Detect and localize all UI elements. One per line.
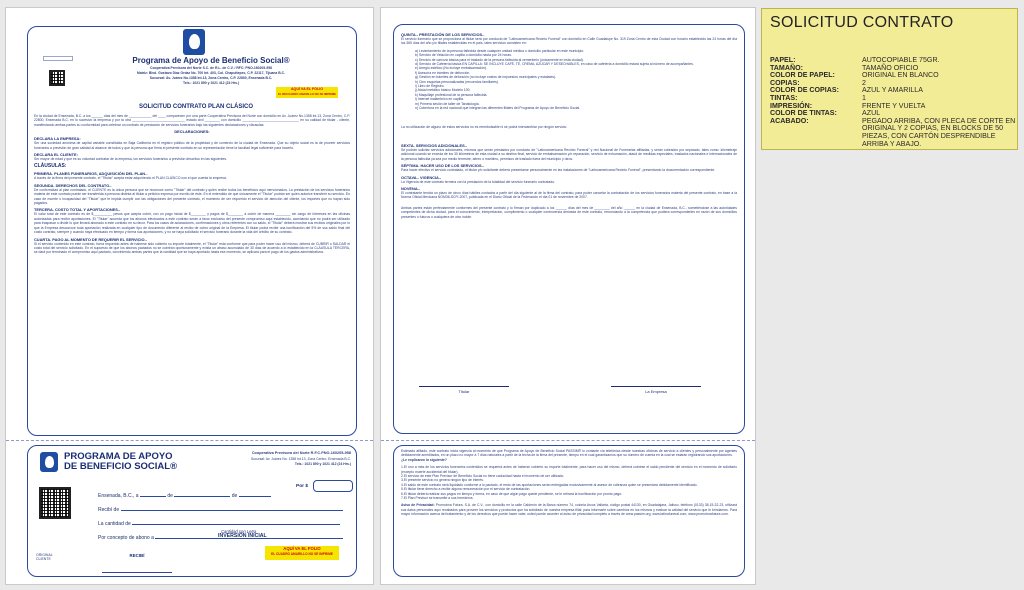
survey-item: 5.El titular tiene derecho a recibir alguna remuneración por el servicio de contratación. [401, 487, 531, 492]
qr-code-icon [49, 70, 65, 86]
titular-signature-line [419, 386, 509, 387]
survey-list [401, 465, 737, 500]
received-field[interactable] [121, 507, 343, 511]
issuer-text: Cooperativa Previsora del Norte S.C. de R.L. de C.V. / RFC: PNO-160205-958 [150, 66, 272, 70]
contract-title: Programa de Apoyo de Beneficio Social® [132, 56, 290, 65]
service-item: j) Ataúd metálico básico Modelo 100. [415, 88, 471, 93]
clause2-heading: SEGUNDA. DERECHOS DEL CONTRATO.- [34, 182, 112, 188]
service-item: b) Servicio de Velación en capilla o domicilio hasta por 24 horas. [415, 53, 512, 58]
spec-key: PAPEL: [770, 56, 796, 64]
receipt-logo-icon [40, 452, 58, 472]
contract-back-sheet [381, 8, 755, 584]
received-row [98, 507, 343, 513]
q5-text: El servicio funerario que se proporciona al titular será por conducto de "Latinoamericana Recinto Funeral" con domicilio en Calle Guadalupe No. 319 Zona Centro de esta Ciudad con horario establecido las 24 horas del día los 365 días del año y/o filiales establecidas en el país, tales servicios consisten en: [401, 37, 737, 46]
decl-company-heading: DECLARA LA EMPRESA: [34, 136, 81, 142]
spec-panel [761, 8, 1018, 150]
contract-subtitle: SOLICITUD CONTRATO PLAN CLÁSICO [138, 104, 254, 110]
address-text: Matriz: Blvd. Gustavo Díaz Ordaz No. 700 Int. 403, Col. Chapultepec, C.P. 22117, Tijuana B.C. [137, 71, 285, 75]
back-body [401, 30, 737, 378]
branch-text: Sucursal: Av. Juárez No.1358 Int.13, Zona Centro, C.P. 22800, Ensenada B.C. [149, 76, 273, 80]
survey-item: 6.El titular deberá realizar sus pagos en tiempo y forma, en caso de que algún pago quede pendiente, se le retirará la bonificación por pronto pago. [401, 491, 623, 496]
service-item: e) Arreglo estético (No incluye embalsamación). [415, 66, 487, 71]
s9-heading: NOVENA.- [401, 185, 421, 191]
folio-placeholder [276, 87, 338, 98]
service-item: c) Servicio de carroza básica para el traslado de la persona fallecida al cementerio (únicamente en esta ciudad). [415, 57, 584, 62]
survey-item: 1.El uno a más de los servicios funerarios contenidos se requerirá antes de haberse cubierto su importe totalmente, para hacer uso del mismo, deberá cubrirse el saldo pendiente del servicio en el momento de solicitarlo (excepto muerte accidental del titular). [401, 465, 737, 474]
closing-text: Ambas partes están perfectamente conformes del presente contrato y lo firman por duplicado a los ______ días del mes de ________ del año ______ en la ciudad de Ensenada, B.C., sometiéndose a las autoridades competentes de dicha ciudad, para el conocimiento, interpretación, cumplimiento o cualquier controversia derivada de este contrato, renunciando a la competencia que pudiera corresponderles en razón de sus domicilios presentes o futuros o cualquiera de otra índole. [401, 205, 737, 219]
service-item: d) Servicio de Cafetería básica EN CAPILLA: SE INCLUYE CAFÉ, TÉ, CREMA, AZÚCAR Y DESECHABLES, en caso de cafetería a domicilio estará sujeta al número de acompañantes. [415, 62, 694, 67]
receipt-folio-sub: EL CUADRO AMARILLO NO SE IMPRIME [271, 552, 333, 556]
quantity-field[interactable] [132, 521, 340, 525]
s8-text: La Vigencia de este contrato termina con la prestación de la totalidad del servicio funerario contratado. [401, 179, 555, 184]
month-field[interactable] [174, 493, 230, 497]
spec-value: AUTOCOPIABLE 75GR. [862, 56, 940, 64]
privacy-heading: Aviso de Privacidad: [401, 503, 435, 508]
spec-key: COLOR DE COPIAS: [770, 86, 839, 95]
spec-value: 1 [862, 93, 866, 102]
spec-value: AZUL Y AMARILLA [862, 86, 923, 95]
phone-text: Tels.: 1021 890 y 1021 412 (24 Hrs.) [182, 81, 240, 85]
intro-paragraph: En la ciudad de Ensenada, B.C. a los ______ días del mes de ____________ del ____ comparecen por una parte Cooperativa Previsora del Norte con domicilio en Av. Juárez No.1358 Int.13, Zona Centro, C.P. 22800, Ensenada B.C. en lo sucesivo la empresa y por la otra ____________________________ estado civil ________ con domicilio ______________________________ en su calidad de titular - cliente, manifestando ambas partes su conformidad para celebrar un contrato de prestación de servicios funerarios bajo las siguientes declaraciones y cláusulas: [34, 114, 350, 127]
service-item: i) Libro de Registro. [415, 84, 445, 89]
company-signature [611, 386, 701, 394]
service-item: g) Gestión en trámites de defunción (no incluye costos de impuestos municipales y estatales). [415, 75, 556, 80]
clause3-text: El valor total de este contrato es de $__________ pesos que acepta cubrir, con un pago inicial de $________ y pagos de $________ a cubrir de manera ________ sin cargo de intereses en las oficinas autorizadas para recibir aportaciones. El "Titular" acuerda que los abonos efectuados a este contrato serán a favor exclusivo del presente compromiso aquí establecido, acordando que no podrá ser utilizado para traspasar o dividir lo que llevará abonado a este contrato en su favor. Para los casos de aclaraciones, confirmaciones y otros referentes con su saldo, el "Titular" deberá mostrar sus recibos originales por lo que la Empresa desconoce toda aportación realizada en cualquier tipo de documento diferente al recibo de cobro original de la Empresa. El titular podrá recibir una bonificación del 5% de sus saldo final del costo contrato, siempre y cuando haya efectuado en tiempo y forma sus aportaciones, y no se haya solicitado el servicio funerario durante la vida del crédito de su contrato. [34, 212, 350, 235]
spec-value: ORIGINAL EN BLANCO [862, 71, 939, 80]
de-label-2: de [231, 493, 238, 499]
survey-body [401, 449, 737, 573]
clause2-text: De conformidad al plan contratado, el CLIENTE es la única persona que se reconoce como "Titular" del contrato y quién recibe todos los beneficios aquí mencionados. La prestación de los servicios funerarios materia de este contrato puede ser transferida a persona distinta al titular a petición expresa por escrito de éste. En el entendido de que únicamente el "Titular" podrán ser quién autorice transferir su servicio. En caso de muerte o incapacidad del "Titular" que le impida cumplir con las obligaciones del presente contrato, el momento de ser requerido el servicio de atención del cliente, los importes que no hayan sido pagados. [34, 187, 350, 206]
receipt-phone: Tels.: 1021 890 y 1021 412 (24 Hrs.) [294, 462, 351, 466]
quantity-label: La cantidad de [98, 521, 131, 527]
spec-key: ACABADO: [770, 116, 809, 125]
receipt-folio-placeholder [265, 546, 339, 560]
amount-box[interactable] [313, 480, 353, 492]
amount-label: Por $ [296, 484, 308, 489]
survey-text: Estimado afiliado, este contrato inicia vigencia al momento de que Programa de Apoyo de Beneficio Social PASSIM® lo contacte vía telefónica desde nuestras oficinas de servicio a clientes y personalmente por agentes debidamente acreditados, en un plazo no mayor a 7 días naturales a partir de la fecha de la firma del presente, tiempo en el cual garantizamos que su número de cuenta en la cual se estarán registrando sus aportaciones. [401, 449, 737, 458]
receipt-issuer: Cooperativa Previsora del Norte R.F.C.PNO-160205-958 [251, 451, 351, 455]
date-row [98, 493, 271, 499]
survey-item: 3.El presente servicio no genera ningún tipo de interés. [401, 478, 484, 483]
company-label: La Empresa [645, 389, 667, 394]
receipt-qr-icon [39, 487, 71, 519]
decl-client-text: Ser mayor de edad y que es su voluntad contratar de la empresa, los servicios funerarios a previsión descritos en las siguientes. [34, 157, 227, 162]
signature-line [102, 572, 172, 573]
spec-value: 2 [862, 78, 866, 87]
spec-row [770, 118, 1017, 148]
receipt-folio-note: AQUÍ VA EL FOLIO [283, 546, 321, 551]
s8-heading: OCTAVA.- VIGENCIA.- [401, 174, 442, 180]
spec-row [770, 72, 1017, 80]
clauses-heading: CLÁUSULAS: [34, 163, 67, 170]
received-by-label: RECIBÍ [129, 553, 145, 558]
service-item: k) Maquillaje profesional de la persona fallecida. [415, 92, 488, 97]
copy-label: ORIGINAL CLIENTE [36, 553, 53, 561]
back-perforation-line [381, 440, 755, 441]
survey-question: ¿Le explicaron lo siguiente? [401, 457, 447, 462]
receipt-title-line1: PROGRAMA DE APOYO [64, 451, 173, 462]
folio-sub: EL RECUADRO AMARILLO NO SE IMPRIME [277, 92, 337, 96]
services-note: La no utilización de alguno de estos servicios no es reembolsable ni se podrá intercambiar por ningún servicio. [401, 124, 568, 129]
day-field[interactable] [140, 493, 166, 497]
city-label: Ensenada, B.C., a [98, 493, 139, 499]
spec-key: COPIAS: [770, 78, 800, 87]
spec-key: IMPRESIÓN: [770, 101, 813, 110]
concept-value: INVERSIÓN INICIAL [218, 533, 267, 539]
survey-item: 7.El Plan Previsor se transmite a sus herederos. [401, 496, 474, 501]
clause4-heading: CUARTA. PAGO AL MOMENTO DE REQUERIR EL SERVICIO.- [34, 236, 147, 242]
brand-logo-icon [183, 29, 205, 55]
spec-title: SOLICITUD CONTRATO [770, 14, 954, 31]
clause1-heading: PRIMERA. PLANES FUNERARIOS, ADQUISICIÓN DEL PLAN.- [34, 171, 148, 177]
privacy-text: Promotora Futura, S.A. de C.V., con domicilio en la calle Calderón de la Barca número 74, colonia Arcos Vallarta, código postal 44130, en Guadalajara, Jalisco, teléfono (0133) 38-15-32-23, utilizará sus datos personales aquí recabados para proveer los servicios y productos que ha solicitado de nuestra empresa filial; para informarle sobre cambios en los mismos y evaluar la calidad del servicio que le brindamos. Para mayor información acerca del tratamiento y de los derechos que puede hacer valer, usted puede acceder al aviso de privacidad completo a través de www.passim.org, www.latinofuneral.com, www.promotorafutura.com. [401, 503, 737, 517]
spec-value: PEGADO ARRIBA, CON PLECA DE CORTE EN ORIGINAL Y 2 COPIAS, EN BLOCKS DE 50 PIEZAS, CON CARTÓN DESPRENDIBLE ARRIBA Y ABAJO. [862, 116, 1016, 148]
declarations-heading: DECLARACIONES: [174, 129, 210, 135]
receipt-address: Sucursal: Av. Juárez No. 1358 Int.13, Zona Centro, Ensenada B.C. [250, 457, 351, 461]
service-item: f) Asesoría en trámites de defunción. [415, 70, 471, 75]
s7-heading: SÉPTIMA. HACER USO DE LOS SERVICIOS.- [401, 163, 484, 169]
q5-heading: QUINTA.- PRESTACIÓN DE LOS SERVICIOS.- [401, 32, 485, 37]
quantity-row [98, 521, 340, 527]
titular-label: Titular [458, 389, 470, 394]
spec-table [770, 57, 1017, 148]
spec-key: TAMAÑO: [770, 63, 803, 72]
amount-letter-caption: Cantidad con Letra [221, 529, 257, 534]
contract-front-sheet [6, 8, 373, 584]
receipt-title [64, 452, 177, 472]
service-item: n) Cobertura en la red nacional que integran las diferentes filiales del Programa de Apoyo de Beneficio Social. [415, 106, 581, 111]
s6-heading: SEXTA. SERVICIOS ADICIONALES.- [401, 142, 468, 148]
perforation-line [6, 440, 373, 441]
service-item: h) Cien esquelas personalizadas (recuerdos familiares). [415, 79, 499, 84]
survey-item: 2.El servicio de este Plan Previsor de Beneficio Social no tiene caducidad hasta el momento de ser utilizado. [401, 474, 565, 479]
service-item: l) Internet inalámbrico en capilla. [415, 97, 464, 102]
s7-text: Para hacer efectivo el servicio contratado, el titular y/o solicitante deberá presentarse personalmente en las instalaciones de "Latinoamericana Recinto Funeral", presentando la documentación correspondiente. [401, 168, 716, 173]
received-label: Recibí de [98, 507, 120, 513]
received-by [102, 553, 172, 573]
receipt-title-line2: DE BENEFICIO SOCIAL® [64, 461, 178, 472]
clause4-text: Si el servicio contenido en este contrato, fuera requerido antes de haberse sido cubierto su importe totalmente, el "Titular" esta conforme que para poder hacer uso del mismo, deberá de CUBRIR o SALDAR el costo total del servicio solicitado. En el supuesto de que los abonos pactados no se cubrirán oportunamente y exista un atraso acumulado de 30 días de acuerdo a lo establecido en la CLÁUSULA TERCERA, se dará por terminado el compromiso aquí pactado, conviniendo ambas partes que la cantidad que se haya aportado hasta ese momento, se aplicará para el pago de los gastos administrativos. [34, 241, 350, 255]
service-item: a) Levantamiento de la persona fallecida desde cualquier unidad médica o domicilio particular en este municipio. [415, 48, 585, 53]
de-label-1: de [167, 493, 173, 499]
spec-value: TAMAÑO OFICIO [862, 63, 919, 72]
spec-key: COLOR DE PAPEL: [770, 71, 835, 80]
decl-client-heading: DECLARA EL CLIENTE: [34, 152, 78, 158]
spec-row [770, 87, 1017, 95]
contract-body [34, 114, 350, 432]
sticker-label [43, 56, 73, 61]
company-signature-line [611, 386, 701, 387]
spec-key: COLOR DE TINTAS: [770, 109, 837, 118]
clause1-text: A través de la firma del presente contrato, el "Titular" acepta estar adquiriendo el PLAN CLÁSICO con el que cuenta la empresa. [34, 176, 227, 181]
survey-item: 4.El saldo de este contrato será liquidado conforme a lo pactado, el resto de las aportaciones serán entregadas exclusivamente al asesor de cobranza quien se presentará debidamente identificado. [401, 482, 698, 487]
service-item: m) Primera sesión de taller de Tanatología. [415, 101, 480, 106]
year-field[interactable] [239, 493, 271, 497]
services-list [415, 49, 737, 111]
spec-value: AZUL [862, 109, 881, 118]
clause3-heading: TERCERA. COSTO TOTAL Y APORTACIONES.- [34, 207, 121, 213]
folio-note: AQUÍ VA EL FOLIO [290, 87, 324, 91]
titular-signature [419, 386, 509, 394]
decl-company-text: Ser una sociedad anónima de capital variable constituida en Baja California en el registro público de la propiedad y de comercio de la ciudad de Ensenada. Que su objeto social es la de proveer servicios funerarios a previsión de gran calidad al alcance de todos y que la persona que firma el presente contrato en su representación tiene la facultad legal suficiente para hacerlo. [34, 141, 350, 150]
s6-text: Se podrán solicitar servicios adicionales, mismos que serán prestados por conducto de "Latinoamericana Recinto Funeral" y red Nacional de Funerarias afiliadas, y serán cobrados por separado, tales como: kilometraje adicional cuando se exceda de los 30 kilómetros de esta ciudad a su destino final, servicio de embalsamación y/o reparación, servicio de exhumación, ataúd de medidas especiales, traslados nacionales e internacionales de la persona fallecida ya sea por medio terrestre, aéreo o marítimo, permisos de traslado fuera del municipio y otros. [401, 147, 737, 161]
concept-label: Por concepto de abono a [98, 535, 154, 541]
spec-key: TINTAS: [770, 93, 798, 102]
s9-text: El contratante tendrá un plazo de cinco días hábiles contados a partir del día siguiente al de la firma del contrato, para poder cancelar la contratación de los servicios funerarios materia del presente contrato, en base a la Norma Oficial Mexicana NOM36-SCFI-2007, publicada en el Diario Oficial de la Federación el día 01 de noviembre de 2007. [401, 190, 737, 200]
spec-value: FRENTE Y VUELTA [862, 101, 926, 110]
